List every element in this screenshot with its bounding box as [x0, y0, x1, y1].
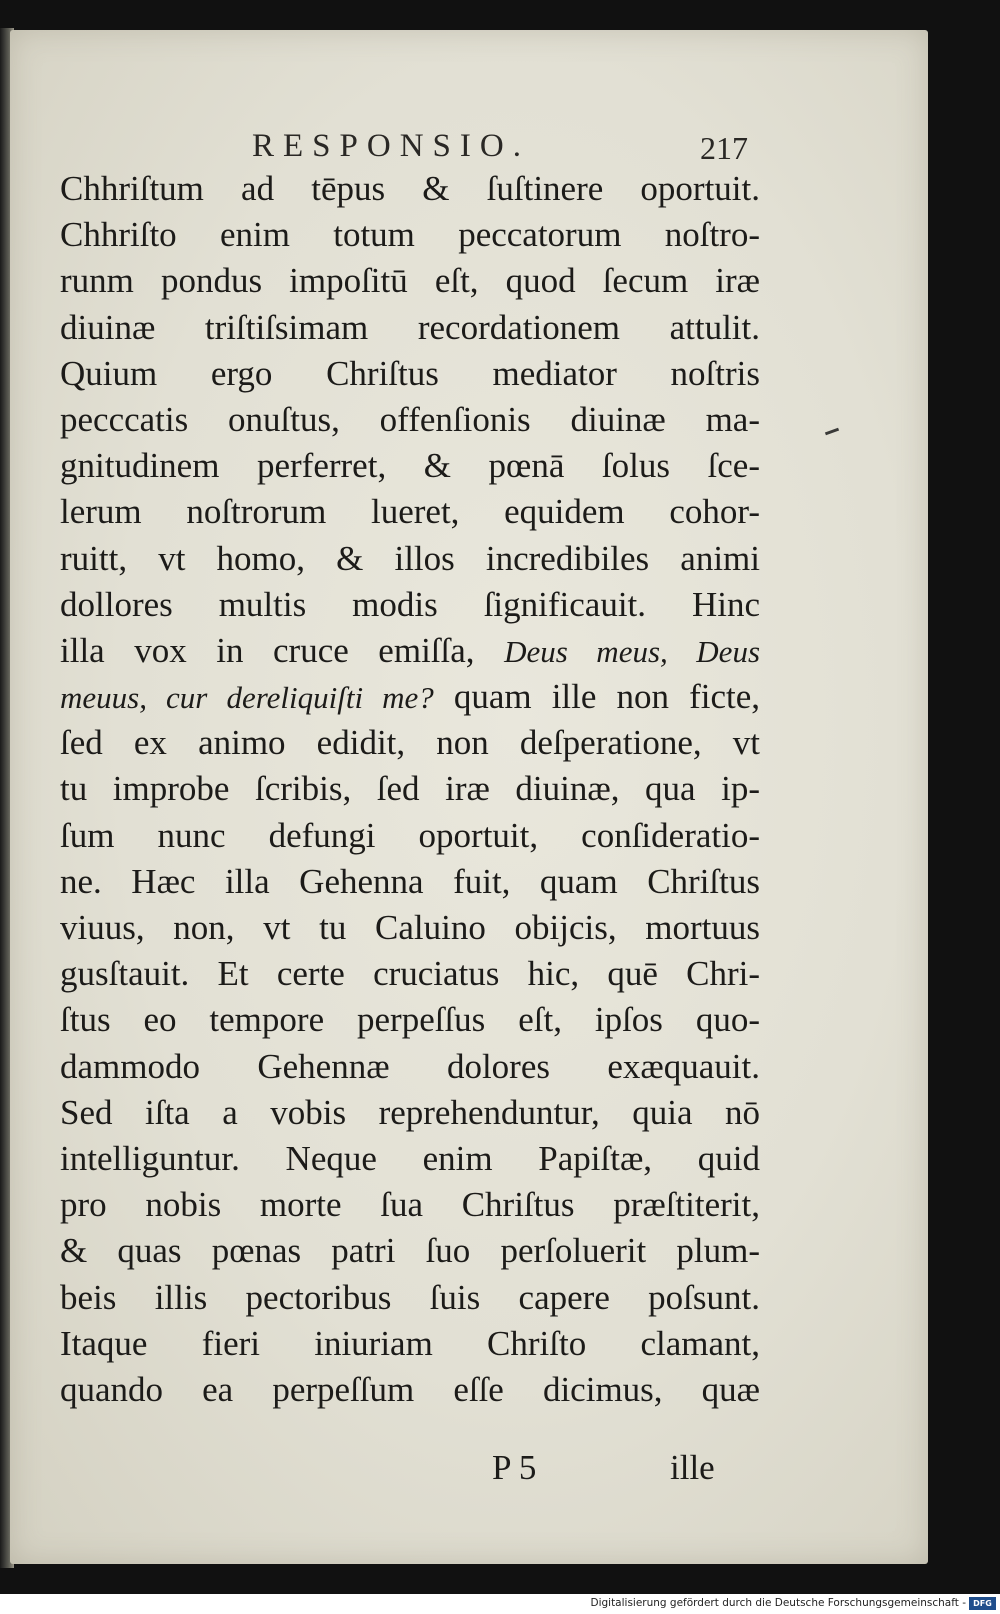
text-line: & quas pœnas patri ſuo perſoluerit plum-	[60, 1231, 760, 1271]
text-line: ne. Hæc illa Gehenna fuit, quam Chriſtus	[60, 861, 760, 901]
text-line: ruitt, vt homo, & illos incredibiles animi	[60, 538, 760, 578]
page-header	[10, 128, 928, 168]
digitization-credit: Digitalisierung gefördert durch die Deutsche Forschungsgemeinschaft -	[590, 1597, 966, 1609]
text-line: ſtus eo tempore perpeſſus eſt, ipſos quo-	[60, 1000, 760, 1040]
text-line: Quium ergo Chriſtus mediator noſtris	[60, 353, 760, 393]
text-line: Itaque fieri iniuriam Chriſto clamant,	[60, 1323, 760, 1363]
text-line: Chhriſtum ad tēpus & ſuſtinere oportuit.	[60, 169, 760, 208]
catchword: ille	[670, 1448, 715, 1487]
text-line: viuus, non, vt tu Caluino obijcis, mortuus	[60, 908, 760, 947]
digitization-footer	[0, 1594, 1000, 1614]
italic-quote: Deus meus, Deus	[504, 633, 761, 669]
text-line: pecccatis onuſtus, offenſionis diuinæ ma-	[60, 399, 760, 439]
text-line: pro nobis morte ſua Chriſtus præſtiterit,	[60, 1185, 760, 1225]
text-line: tu improbe ſcribis, ſed iræ diuinæ, qua ip-	[60, 769, 760, 809]
text-line: ſed ex animo edidit, non deſperatione, vt	[60, 723, 760, 763]
text-line: ſum nunc defungi oportuit, conſideratio-	[60, 815, 760, 855]
text-line: beis illis pectoribus ſuis capere poſsunt.	[60, 1277, 760, 1317]
roman-text: quam ille non ficte,	[433, 677, 760, 717]
text-line: intelliguntur. Neque enim Papiſtæ, quid	[60, 1138, 760, 1178]
text-line: gnitudinem perferret, & pœnā ſolus ſce-	[60, 446, 760, 486]
margin-mark	[825, 428, 839, 436]
text-line: dammodo Gehennæ dolores exæquauit.	[60, 1046, 760, 1086]
text-line: Sed iſta a vobis reprehenduntur, quia nō	[60, 1092, 760, 1132]
page-footer	[10, 1448, 928, 1494]
signature-mark: P 5	[492, 1448, 537, 1487]
text-line	[60, 628, 760, 674]
text-line: runm pondus impoſitū eſt, quod ſecum iræ	[60, 261, 760, 301]
text-line: quando ea perpeſſum eſſe dicimus, quæ	[60, 1369, 760, 1409]
text-line: dollores multis modis ſignificauit. Hinc	[60, 584, 760, 624]
page-number: 217	[700, 130, 748, 166]
text-line	[60, 674, 760, 720]
text-line: lerum noſtrorum lueret, equidem cohor-	[60, 492, 760, 532]
book-page	[10, 30, 928, 1564]
dfg-logo: DFG	[969, 1597, 996, 1610]
text-line: Chhriſto enim totum peccatorum noſtro-	[60, 215, 760, 255]
text-line: gusſtauit. Et certe cruciatus hic, quē Chri-	[60, 954, 760, 994]
body-text	[60, 166, 760, 1413]
text-line: diuinæ triſtiſsimam recordationem attulit.	[60, 307, 760, 347]
running-title: RESPONSIO.	[252, 128, 530, 164]
italic-quote: meuus, cur dereliquiſti me?	[60, 680, 434, 716]
roman-text: illa vox in cruce emiſſa,	[60, 630, 505, 670]
